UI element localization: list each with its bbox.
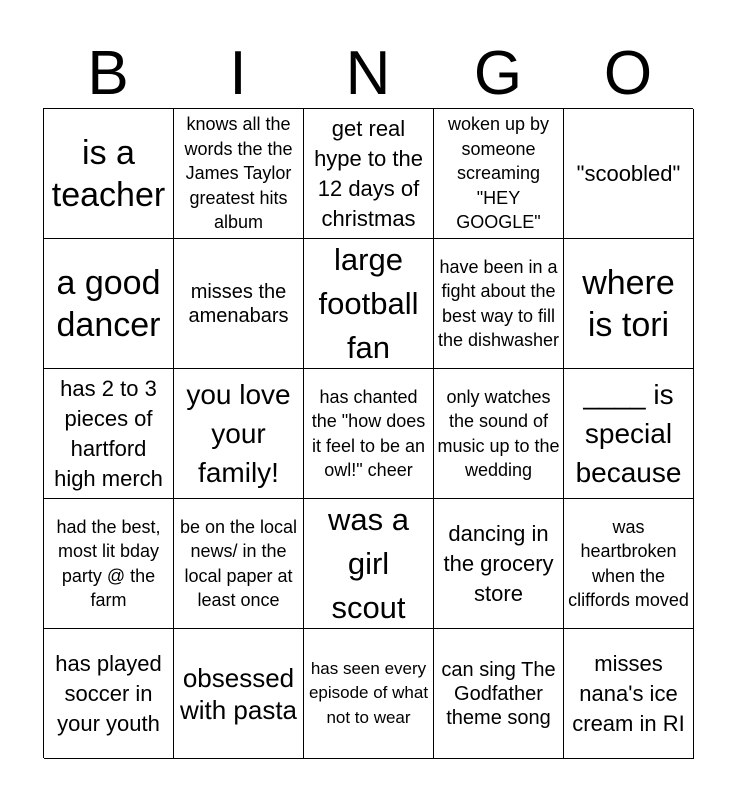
cell-text: was heartbroken when the cliffords moved [568, 516, 689, 610]
bingo-cell[interactable] [434, 109, 564, 239]
cell-text: has seen every episode of what not to wear [308, 658, 429, 727]
header-letter-g: G [473, 39, 523, 108]
bingo-cell[interactable] [564, 239, 694, 369]
cell-text: misses the amenabars [188, 280, 289, 327]
cell-text: is a teacher [51, 133, 166, 214]
cell-text: has 2 to 3 pieces of hartford high merch [54, 375, 163, 491]
cell-text: a good dancer [56, 263, 161, 344]
bingo-cell[interactable] [564, 629, 694, 759]
bingo-cell[interactable] [564, 499, 694, 629]
bingo-cell[interactable] [434, 369, 564, 499]
cell-text: was a girl scout [328, 501, 409, 625]
bingo-grid [43, 108, 693, 758]
bingo-header [43, 40, 693, 108]
bingo-cell[interactable] [564, 369, 694, 499]
cell-text: be on the local news/ in the local paper at least once [179, 516, 298, 610]
bingo-cell[interactable] [564, 109, 694, 239]
bingo-cell[interactable] [44, 629, 174, 759]
header-letter-o: O [603, 39, 653, 108]
bingo-cell[interactable] [434, 239, 564, 369]
cell-text: misses nana's ice cream in RI [572, 650, 685, 736]
cell-text: woken up by someone screaming "HEY GOOGLE" [447, 114, 550, 233]
bingo-cell[interactable] [434, 499, 564, 629]
bingo-cell[interactable] [304, 499, 434, 629]
bingo-cell[interactable] [44, 369, 174, 499]
bingo-cell[interactable] [44, 239, 174, 369]
header-letter-n: N [345, 39, 391, 108]
bingo-cell[interactable] [434, 629, 564, 759]
cell-text: knows all the words the the James Taylor greatest hits album [184, 114, 293, 233]
bingo-cell[interactable] [174, 239, 304, 369]
cell-text: ____ is special because [575, 379, 682, 488]
bingo-cell[interactable] [44, 499, 174, 629]
bingo-cell[interactable] [174, 499, 304, 629]
bingo-cell[interactable] [304, 629, 434, 759]
bingo-cell[interactable] [174, 369, 304, 499]
cell-text: only watches the sound of music up to the wedding [437, 386, 560, 480]
cell-text: had the best, most lit bday party @ the farm [56, 516, 161, 610]
cell-text: get real hype to the 12 days of christmas [314, 115, 423, 231]
cell-text: you love your family! [186, 379, 291, 488]
cell-text: where is tori [582, 263, 675, 344]
bingo-cell[interactable] [44, 109, 174, 239]
bingo-cell[interactable] [174, 629, 304, 759]
cell-text: obsessed with pasta [179, 662, 298, 725]
cell-text: can sing The Godfather theme song [441, 658, 556, 729]
cell-text: dancing in the grocery store [443, 520, 554, 606]
header-letter-b: B [87, 39, 129, 108]
cell-text: large football fan [318, 241, 419, 365]
bingo-cell[interactable] [304, 239, 434, 369]
cell-text: has played soccer in your youth [55, 650, 162, 736]
cell-text: have been in a fight about the best way to fill the dishwasher [437, 256, 560, 350]
bingo-cell[interactable] [304, 109, 434, 239]
bingo-cell[interactable] [174, 109, 304, 239]
cell-text: has chanted the "how does it feel to be an owl!" cheer [311, 386, 426, 480]
cell-text: "scoobled" [576, 160, 681, 186]
header-letter-i: I [229, 39, 247, 108]
bingo-cell[interactable] [304, 369, 434, 499]
